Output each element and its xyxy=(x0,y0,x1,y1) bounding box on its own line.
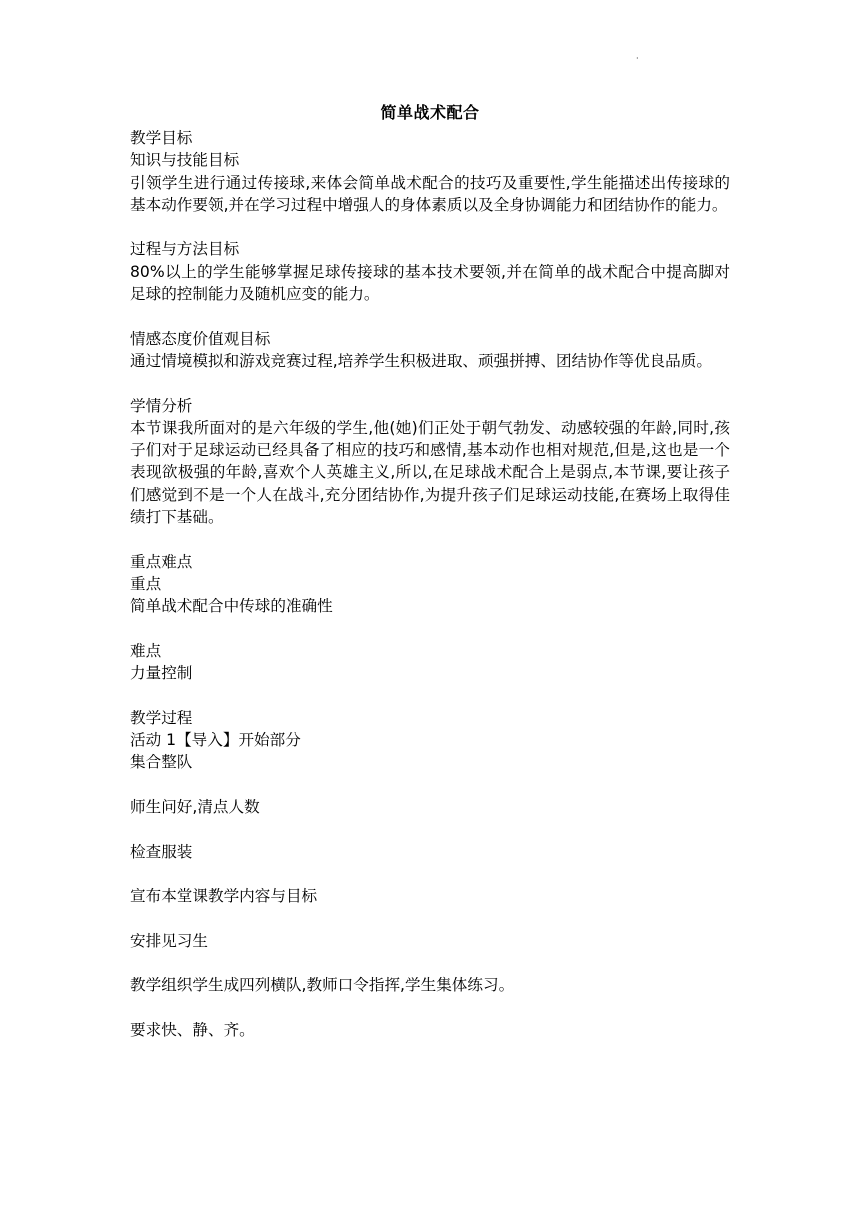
paragraph-process-method: 80%以上的学生能够掌握足球传接球的基本技术要领,并在简单的战术配合中提高脚对足球的控制能力及随机应变的能力。 xyxy=(130,262,730,304)
section-heading-process: 教学过程 xyxy=(130,708,193,727)
section-heading-key-difficult: 重点难点 xyxy=(130,552,193,571)
blank-line xyxy=(130,952,730,974)
blank-line xyxy=(130,997,730,1019)
process-item: 集合整队 xyxy=(130,753,193,772)
blank-line xyxy=(130,618,730,640)
blank-line xyxy=(130,907,730,929)
subheading-process-method: 过程与方法目标 xyxy=(130,240,240,259)
header-mark: · xyxy=(636,54,639,63)
blank-line xyxy=(130,863,730,885)
document-body xyxy=(130,127,730,1041)
paragraph-emotion-values: 通过情境模拟和游戏竞赛过程,培养学生积极进取、顽强拼搏、团结协作等优良品质。 xyxy=(130,351,712,370)
process-item: 宣布本堂课教学内容与目标 xyxy=(130,887,318,906)
section-heading-analysis: 学情分析 xyxy=(130,396,193,415)
section-heading-objectives: 教学目标 xyxy=(130,129,193,147)
subheading-emotion-values: 情感态度价值观目标 xyxy=(130,329,271,348)
subheading-key-point: 重点 xyxy=(130,574,162,593)
paragraph-knowledge-skills: 引领学生进行通过传接球,来体会简单战术配合的技巧及重要性,学生能描述出传接球的基本动作要领,并在学习过程中增强人的身体素质以及全身协调能力和团结协作的能力。 xyxy=(130,173,730,214)
blank-line xyxy=(130,818,730,840)
paragraph-analysis: 本节课我所面对的是六年级的学生,他(她)们正处于朝气勃发、动感较强的年龄,同时,孩子们对于足球运动已经具备了相应的技巧和感情,基本动作也相对规范,但是,这也是一个表现欲极强的年龄,喜欢个人英雄主义,所以,在足球战术配合上是弱点,本节课,要让孩子们感觉到不是一个人在战斗,充分团结协作,为提升孩子们足球运动技能,在赛场上取得佳绩打下基础。 xyxy=(130,418,730,527)
blank-line xyxy=(130,684,730,706)
process-item: 教学组织学生成四列横队,教师口令指挥,学生集体练习。 xyxy=(130,976,515,995)
text-difficult-point: 力量控制 xyxy=(130,664,193,683)
process-item: 要求快、静、齐。 xyxy=(130,1020,255,1039)
blank-line xyxy=(130,774,730,796)
subheading-difficult-point: 难点 xyxy=(130,641,162,660)
page-title: 简单战术配合 xyxy=(380,103,480,122)
blank-line xyxy=(130,216,730,238)
process-item: 检查服装 xyxy=(130,842,193,861)
process-item: 师生问好,清点人数 xyxy=(130,797,260,816)
text-key-point: 简单战术配合中传球的准确性 xyxy=(130,597,333,616)
blank-line xyxy=(130,305,730,327)
process-item: 安排见习生 xyxy=(130,931,208,950)
subheading-knowledge-skills: 知识与技能目标 xyxy=(130,151,240,170)
activity-title: 活动 1【导入】开始部分 xyxy=(130,731,301,750)
blank-line xyxy=(130,372,730,394)
blank-line xyxy=(130,528,730,550)
